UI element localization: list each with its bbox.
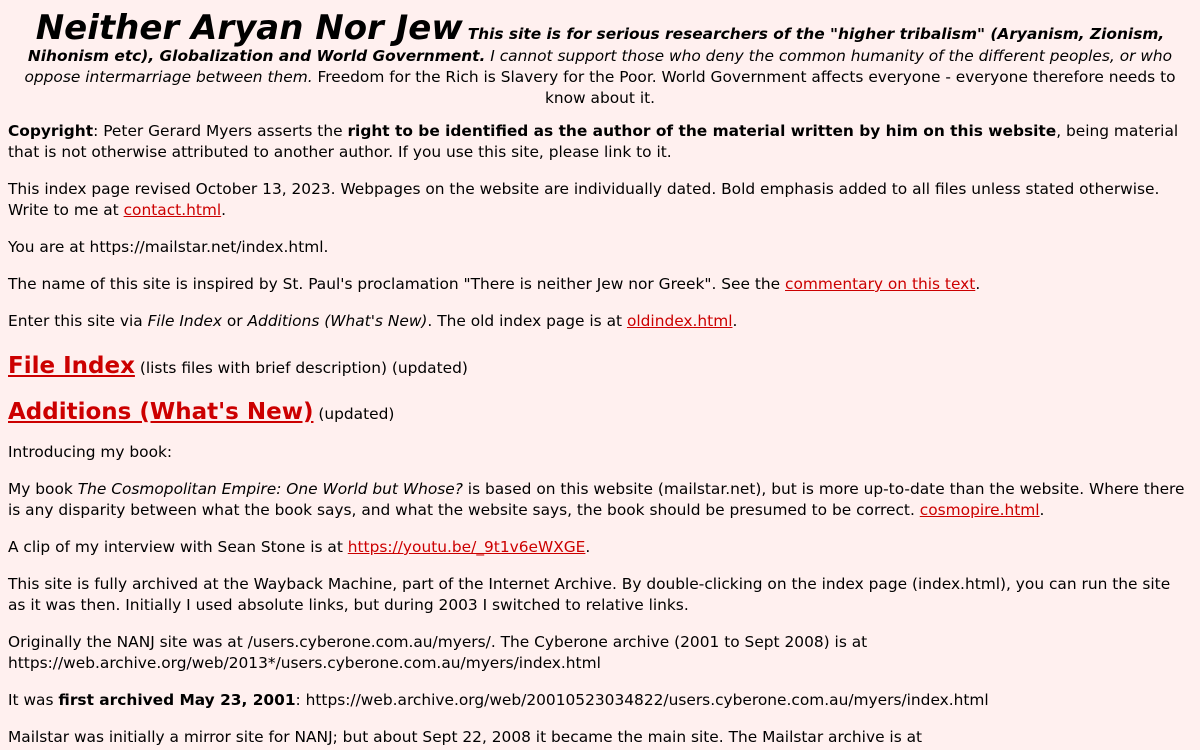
name-text: The name of this site is inspired by St. Paul's proclamation "There is neither Jew nor Greek". See the: [8, 275, 786, 293]
first-archived-paragraph: [8, 690, 1192, 711]
contact-link[interactable]: contact.html: [123, 201, 222, 219]
tagline-italic: I cannot support those who deny the common humanity of the different peoples, or who oppose intermarriage between them.: [24, 47, 1173, 86]
page: [0, 10, 1200, 748]
tagline-plain: Freedom for the Rich is Slavery for the Poor. World Government affects everyone - everyone therefore needs to know about it.: [317, 68, 1176, 107]
copyright-paragraph: [8, 121, 1192, 163]
first-archived-pre: It was: [8, 691, 59, 709]
book-title: The Cosmopolitan Empire: One World but Whose?: [77, 480, 463, 498]
copyright-label: Copyright: [8, 122, 94, 140]
book-pre: My book: [8, 480, 78, 498]
book-end: .: [1039, 501, 1045, 519]
revised-text: This index page revised October 13, 2023. Webpages on the website are individually dated. Bold emphasis added to all files unless stated otherwise. Write to me at: [8, 180, 1160, 219]
tagline-bold: This site is for serious researchers of the "higher tribalism" (Aryanism, Zionism, Nihonism etc), Globalization and World Government.: [27, 25, 1165, 65]
first-archived-post: : https://web.archive.org/web/20010523034822/users.cyberone.com.au/myers/index.html: [295, 691, 989, 709]
youtube-link[interactable]: https://youtu.be/_9t1v6eWXGE: [347, 538, 586, 556]
copyright-post: , being material that is not otherwise attributed to another author. If you use this site, please link to it.: [8, 122, 1179, 161]
first-archived-bold: first archived May 23, 2001: [58, 691, 296, 709]
cosmopire-link[interactable]: cosmopire.html: [919, 501, 1040, 519]
enter-file-index: File Index: [147, 312, 222, 330]
original-paragraph: Originally the NANJ site was at /users.cyberone.com.au/myers/. The Cyberone archive (2001 to Sept 2008) is at https://web.archive.org/web/2013*/users.cyberone.com.au/myers/index.html: [8, 633, 868, 672]
revised-end: .: [221, 201, 227, 219]
enter-end: .: [732, 312, 738, 330]
copyright-pre: : Peter Gerard Myers asserts the: [93, 122, 348, 140]
interview-paragraph: [8, 537, 1192, 558]
site-header: [8, 10, 1192, 109]
interview-text: A clip of my interview with Sean Stone is at: [8, 538, 348, 556]
interview-end: .: [585, 538, 591, 556]
name-end: .: [975, 275, 981, 293]
location-paragraph: You are at https://mailstar.net/index.html.: [8, 238, 329, 256]
archive-paragraph: This site is fully archived at the Wayback Machine, part of the Internet Archive. By double-clicking on the index page (index.html), you can run the site as it was then. Initially I used absolute links, but during 2003 I switched to relative links.: [8, 575, 1171, 614]
intro-book-paragraph: Introducing my book:: [8, 443, 173, 461]
name-paragraph: [8, 274, 1192, 295]
enter-pre: Enter this site via: [8, 312, 148, 330]
enter-mid: or: [221, 312, 248, 330]
commentary-link[interactable]: commentary on this text: [785, 275, 976, 293]
enter-additions: Additions (What's New): [247, 312, 428, 330]
additions-link[interactable]: Additions (What's New): [8, 399, 314, 425]
site-title: Neither Aryan Nor Jew: [35, 8, 463, 48]
additions-note: (updated): [313, 405, 395, 423]
revised-paragraph: [8, 179, 1192, 221]
mailstar-paragraph: Mailstar was initially a mirror site for NANJ; but about Sept 22, 2008 it became the main site. The Mailstar archive is at: [8, 728, 923, 746]
book-post: is based on this website (mailstar.net), but is more up-to-date than the website. Where there is any disparity between what the book says, and what the website says, the book should be presumed to be correct.: [8, 480, 1185, 519]
oldindex-link[interactable]: oldindex.html: [626, 312, 733, 330]
book-paragraph: [8, 479, 1192, 521]
file-index-link[interactable]: File Index: [8, 353, 135, 379]
enter-post: . The old index page is at: [427, 312, 627, 330]
additions-row: [8, 394, 1192, 432]
enter-paragraph: [8, 311, 1192, 332]
file-index-note: (lists files with brief description) (updated): [134, 359, 468, 377]
copyright-bold: right to be identified as the author of the material written by him on this website: [347, 122, 1057, 140]
file-index-row: [8, 348, 1192, 386]
